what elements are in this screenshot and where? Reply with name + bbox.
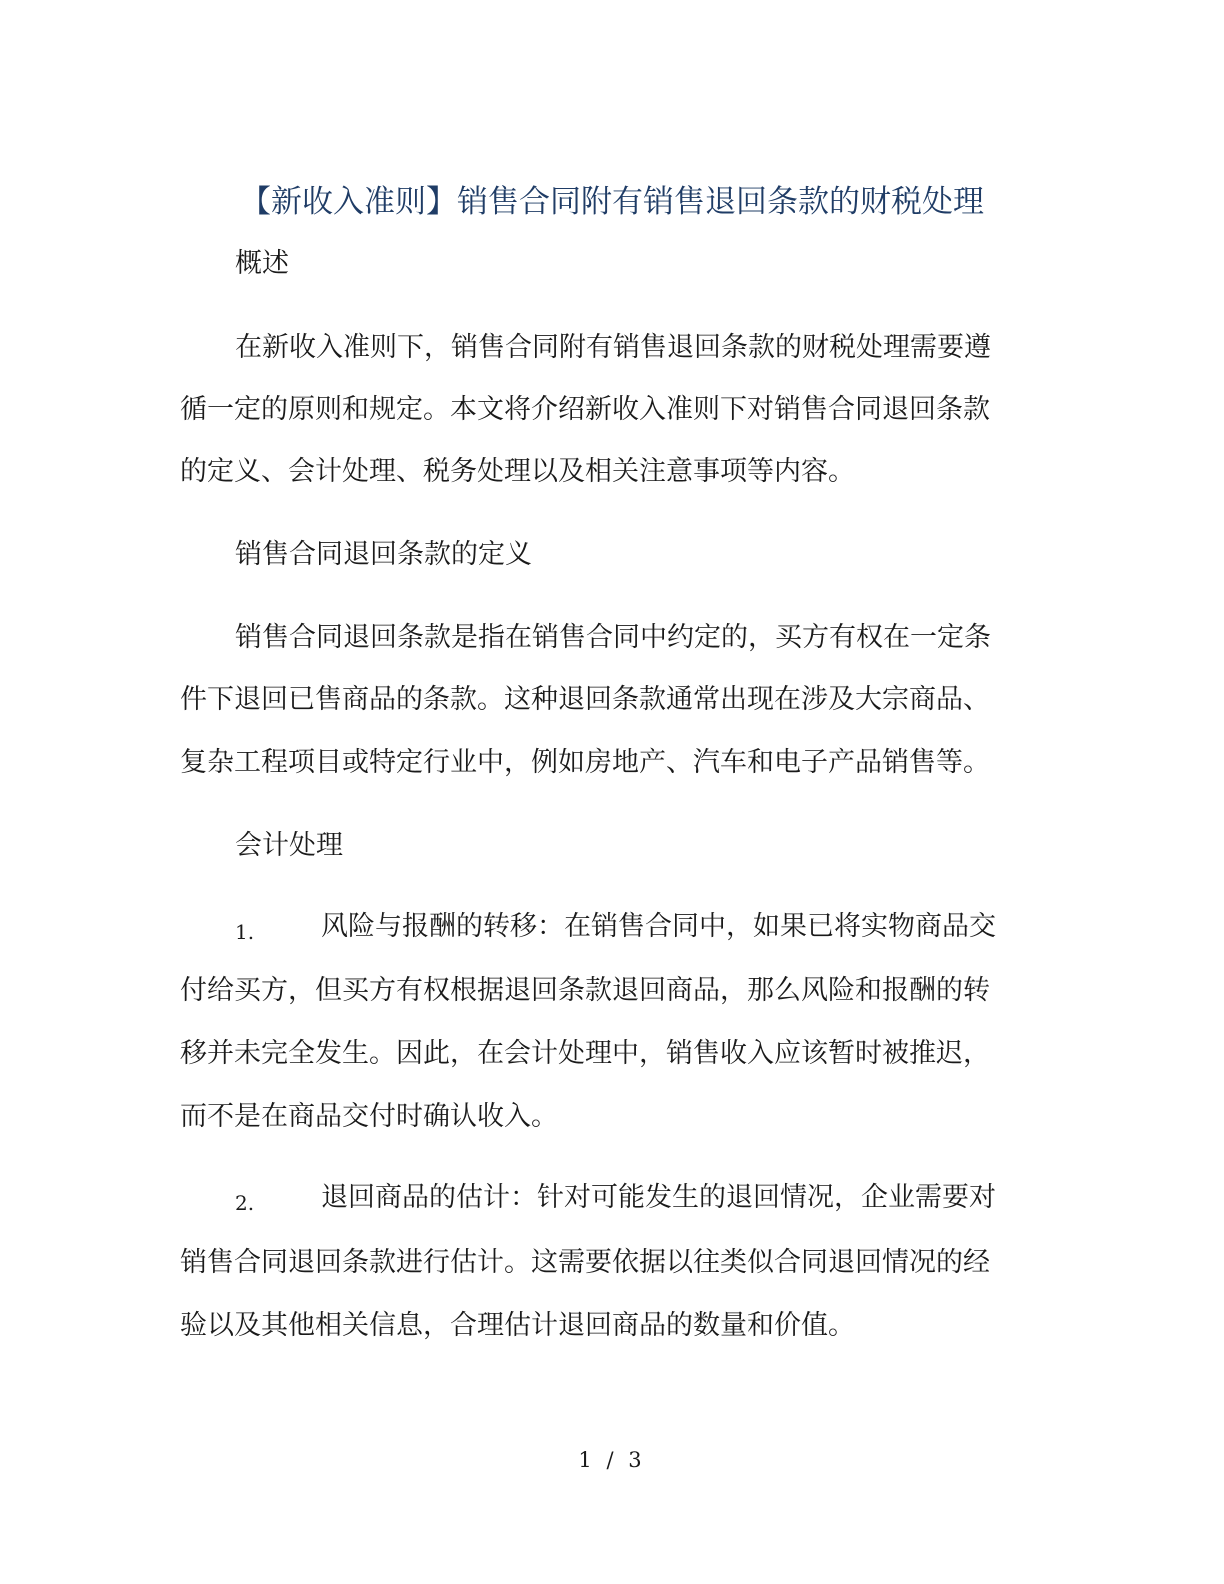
page-number: 1 / 3 bbox=[578, 1448, 646, 1472]
section-heading-definition: 销售合同退回条款的定义 bbox=[235, 539, 532, 570]
list-item-line: 验以及其他相关信息，合理估计退回商品的数量和价值。 bbox=[180, 1310, 855, 1341]
paragraph-line: 的定义、会计处理、税务处理以及相关注意事项等内容。 bbox=[180, 456, 855, 487]
document-title: 【新收入准则】销售合同附有销售退回条款的财税处理 bbox=[240, 184, 984, 220]
list-item-line: 而不是在商品交付时确认收入。 bbox=[180, 1101, 558, 1132]
list-item-line: 移并未完全发生。因此，在会计处理中，销售收入应该暂时被推迟， bbox=[180, 1038, 990, 1069]
paragraph-line: 件下退回已售商品的条款。这种退回条款通常出现在涉及大宗商品、 bbox=[180, 684, 990, 715]
list-item-line: 付给买方，但买方有权根据退回条款退回商品，那么风险和报酬的转 bbox=[180, 975, 990, 1006]
section-heading-accounting: 会计处理 bbox=[235, 830, 343, 861]
list-item-line: 退回商品的估计：针对可能发生的退回情况，企业需要对 bbox=[321, 1182, 996, 1213]
section-heading-overview: 概述 bbox=[235, 248, 289, 279]
paragraph-line: 复杂工程项目或特定行业中，例如房地产、汽车和电子产品销售等。 bbox=[180, 747, 990, 778]
paragraph-line: 销售合同退回条款是指在销售合同中约定的，买方有权在一定条 bbox=[235, 622, 991, 653]
paragraph-line: 循一定的原则和规定。本文将介绍新收入准则下对销售合同退回条款 bbox=[180, 394, 990, 425]
list-item-line: 销售合同退回条款进行估计。这需要依据以往类似合同退回情况的经 bbox=[180, 1247, 990, 1278]
list-item-number: 1. bbox=[235, 920, 255, 944]
list-item-number: 2. bbox=[235, 1191, 255, 1215]
paragraph-line: 在新收入准则下，销售合同附有销售退回条款的财税处理需要遵 bbox=[235, 332, 991, 363]
list-item-line: 风险与报酬的转移：在销售合同中，如果已将实物商品交 bbox=[321, 911, 996, 942]
